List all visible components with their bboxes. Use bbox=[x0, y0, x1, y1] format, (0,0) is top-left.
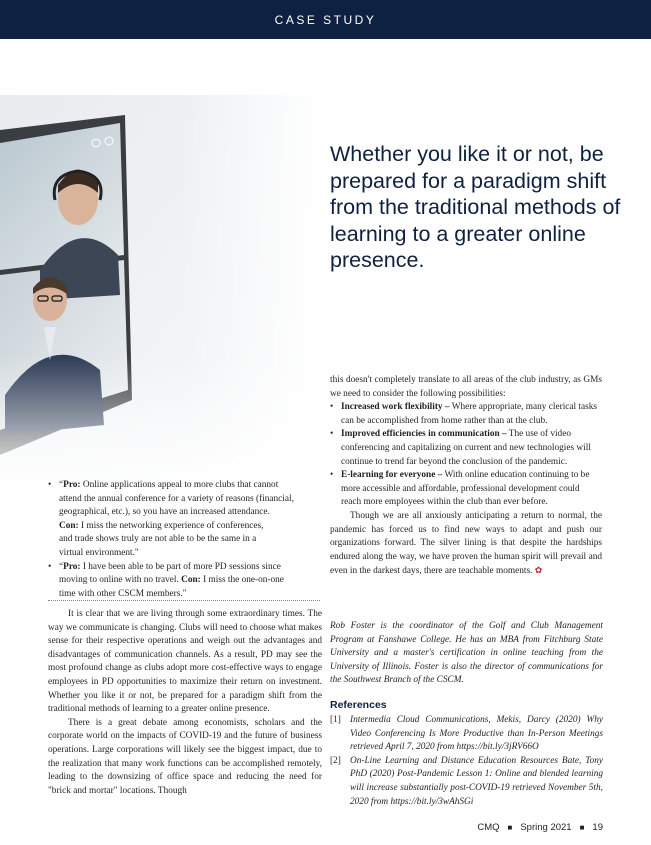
video-call-photo bbox=[0, 95, 325, 495]
left-body-text bbox=[48, 608, 322, 798]
list-item: • Increased work flexibility – Where appropriate, many clerical tasks can be accomplished from home rather than at the club. bbox=[330, 401, 602, 428]
list-item: • E-learning for everyone – With online education continuing to be more accessible and affordable, professional development could reach more employees within the club than ever before. bbox=[330, 469, 602, 510]
list-item: • “Pro: Online applications appeal to more clubs that cannot attend the annual conference for a variety of reasons (financial, geographical, etc.), so you have an increased attendance. Con: I miss the networking experience of conferences, and trade shows truly are not able to be the same in a virtual environment." bbox=[48, 479, 320, 561]
list-item: • “Pro: I have been able to be part of more PD sessions since moving to online with no travel. Con: I miss the one-on-one time with other CSCM members." bbox=[48, 561, 320, 602]
paragraph: Though we are all anxiously anticipating a return to normal, the pandemic has forced us to find new ways to adapt and push our organizations forward. The silver lining is that despite the hardships endured along the way, we have proven the human spirit will prevail and even in the darkest days, there are teachable moments. ✿ bbox=[330, 510, 602, 577]
page-footer bbox=[477, 822, 603, 833]
pull-quote: Whether you like it or not, be prepared for a paradigm shift from the traditional methods of learning to a greater online presence. bbox=[330, 142, 621, 272]
list-item: • Improved efficiencies in communication – The use of video conferencing and capitalizing on current and new technologies will continue to trend far beyond the conclusion of the pandemic. bbox=[330, 428, 602, 469]
right-bullet-list bbox=[330, 401, 602, 510]
left-bullet-list bbox=[48, 479, 320, 601]
paragraph: It is clear that we are living through some extraordinary times. The way we communicate is changing. Clubs will need to choose what makes sense for their respective operations and weigh out the advantages and disadvantages of communication channels. As a result, PD may see the most profound change as clubs adopt more cost-effective ways to engage employees in PD opportunities to maximize their return on investment. Whether you like it or not, be prepared for a paradigm shift from the traditional methods of learning to a greater online presence. bbox=[48, 609, 322, 715]
maple-leaf-icon: ✿ bbox=[534, 565, 543, 576]
author-bio: Rob Foster is the coordinator of the Golf and Club Management Program at Fanshawe College. He has an MBA from Fitchburg State University and a master's certification in online teaching from the University of Illinois. Foster is also the director of communications for the Southwest Branch of the CSCM. bbox=[330, 621, 603, 686]
magazine-name: CMQ bbox=[477, 822, 500, 833]
separator: ■ bbox=[579, 823, 585, 832]
issue-label: Spring 2021 bbox=[520, 822, 572, 833]
section-title: CASE STUDY bbox=[274, 12, 377, 27]
page-number: 19 bbox=[592, 822, 603, 833]
reference-item: [2] On-Line Learning and Distance Education Resources Bate, Tony PhD (2020) Post-Pandemic Lesson 1: Online and blended learning will increase substantially post-COVID-19 retrieved November 5th, 2020 from https://bit.ly/3wAhSGi bbox=[330, 755, 603, 807]
divider bbox=[48, 600, 320, 601]
references-list bbox=[330, 714, 603, 809]
reference-item: [1] Intermedia Cloud Communications, Mekis, Darcy (2020) Why Video Conferencing Is More Productive than In-Person Meetings retrieved April 7, 2020 from https://bit.ly/3jRV66O bbox=[330, 715, 603, 753]
paragraph: this doesn't completely translate to all areas of the club industry, as GMs we need to consider the following possibilities: bbox=[330, 375, 602, 399]
right-body-text bbox=[330, 374, 602, 579]
paragraph: There is a great debate among economists, scholars and the corporate world on the impacts of COVID-19 and the future of business operations. Large corporations will likely see the biggest impact, due to the realization that many work functions can be accomplished remotely, leading to the downsizing of office space and reducing the need for "brick and mortar" locations. Though bbox=[48, 717, 322, 796]
header-bar bbox=[0, 0, 651, 39]
references-heading: References bbox=[330, 699, 387, 711]
separator: ■ bbox=[507, 823, 513, 832]
